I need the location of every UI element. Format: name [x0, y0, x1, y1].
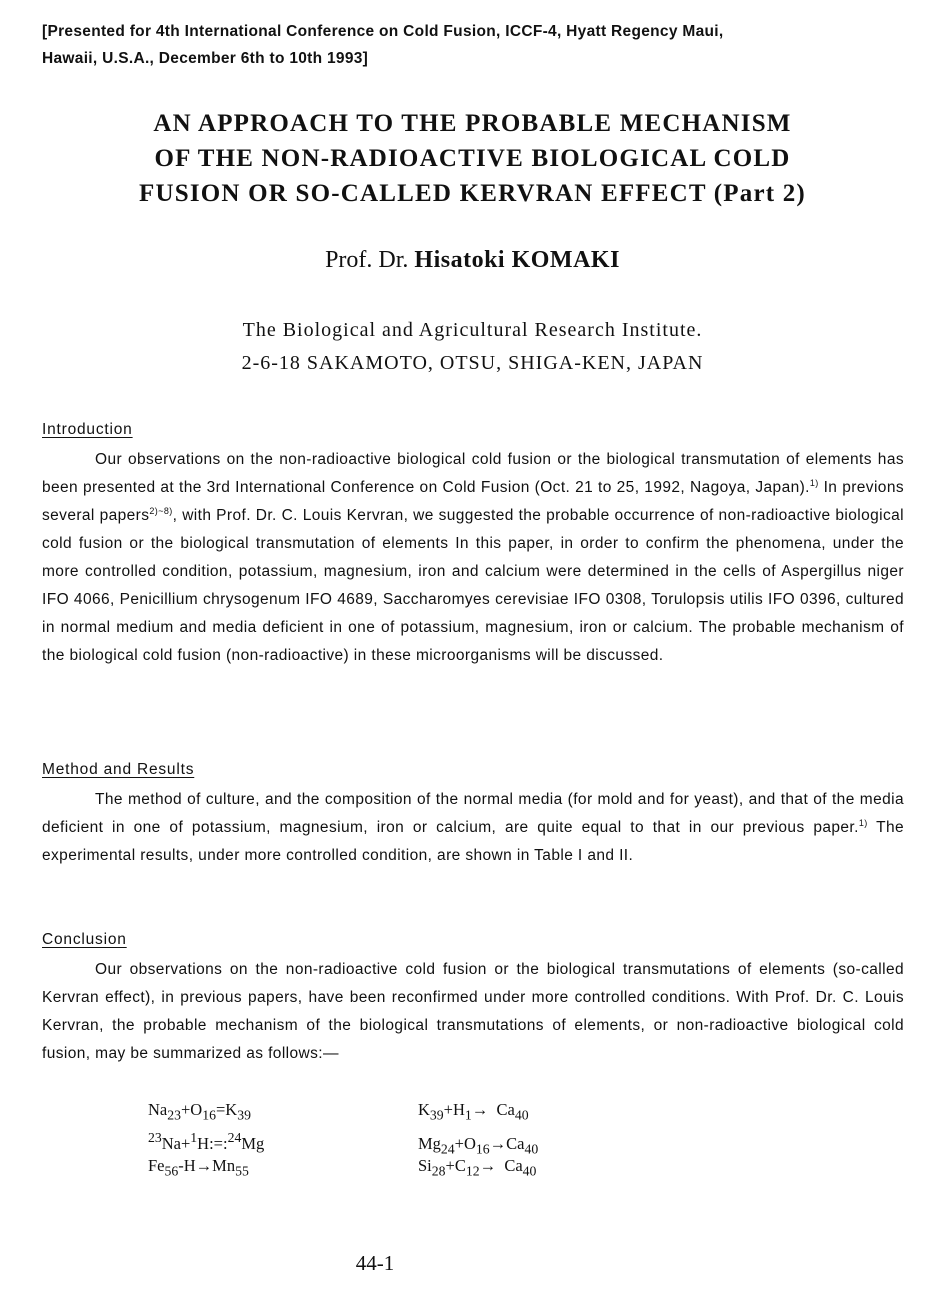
formula-fe-h-mn: $Fe_{56}-H\to Mn_{55}$	[148, 1156, 249, 1179]
formula-mg-o-ca: $Mg_{24}+O_{16}\to Ca_{40}$	[418, 1133, 539, 1156]
title-line-3: FUSION OR SO-CALLED KERVRAN EFFECT (Part 2)	[139, 180, 806, 207]
affiliation-line-2: 2-6-18 SAKAMOTO, OTSU, SHIGA-KEN, JAPAN	[241, 352, 704, 374]
formula-row-1	[148, 1096, 668, 1124]
author-prefix: Prof. Dr.	[325, 247, 409, 273]
conference-note-line-1: [Presented for 4th International Conference on Cold Fusion, ICCF-4, Hyatt Regency Maui,	[42, 23, 724, 40]
title-line-2: OF THE NON-RADIOACTIVE BIOLOGICAL COLD	[154, 145, 791, 172]
method-paragraph	[42, 786, 904, 870]
conclusion-section	[42, 928, 904, 1068]
conference-note	[42, 18, 904, 72]
page-number: 44-1	[355, 1251, 395, 1275]
affiliation-line-1: The Biological and Agricultural Research Institute.	[242, 319, 703, 341]
conclusion-heading: Conclusion	[42, 931, 127, 948]
introduction-paragraph	[42, 446, 904, 670]
introduction-text-3: , with Prof. Dr. C. Louis Kervran, we suggested the probable occurrence of non-radioactive biological cold fusion or the biological transmutation of elements In this paper, in order to confirm the phenomena, under the more controlled condition, potassium, magnesium, iron and calcium were determined in the cells of Aspergillus niger IFO 4066, Penicillium chrysogenum IFO 4689, Saccharomyes cerevisiae IFO 0308, Torulopsis utilis IFO 0396, cultured in normal medium and media deficient in one of potassium, magnesium, iron or calcium. The probable mechanism of the biological cold fusion (non-radioactive) in these microorganisms will be discussed.	[42, 507, 904, 664]
formula-k-h-ca: $K_{39}+H_1\to Ca_{40}$	[418, 1100, 529, 1123]
formula-row-2	[148, 1124, 668, 1156]
reaction-formulas	[148, 1096, 668, 1180]
introduction-text-2: In previons several papers	[42, 479, 904, 524]
method-heading: Method and Results	[42, 761, 195, 778]
formula-si-c-ca: $Si_{28}+C_{12}\to Ca_{40}$	[418, 1156, 537, 1179]
method-text-1: The method of culture, and the composition of the normal media (for mold and for yeast), and that of the media deficient in one of potassium, magnesium, iron or calcium, are quite equal to that in our previous paper.	[42, 791, 904, 836]
formula-na-h-mg: $^{23}$Na+$^1$H:=:$^{24}$Mg	[148, 1130, 265, 1153]
title-line-1: AN APPROACH TO THE PROBABLE MECHANISM	[153, 110, 792, 137]
introduction-section	[42, 418, 904, 670]
citation-2-8: 2)~8)	[149, 506, 173, 516]
conclusion-paragraph: Our observations on the non-radioactive cold fusion or the biological transmutations of elements (so-called Kervran effect), in previous papers, have been reconfirmed under more controlled conditions. With Prof. Dr. C. Louis Kervran, the probable mechanism of the biological transmutations of elements, or non-radioactive biological cold fusion, may be summarized as follows:—	[42, 961, 904, 1062]
method-section	[42, 758, 904, 870]
method-text-2: The experimental results, under more controlled condition, are shown in Table I and II.	[42, 819, 904, 864]
author-line	[40, 244, 905, 276]
affiliation	[40, 314, 905, 380]
introduction-text-1: Our observations on the non-radioactive biological cold fusion or the biological transmutation of elements has been presented at the 3rd International Conference on Cold Fusion (Oct. 21 to 25, 1992, Nagoya, Japan).	[42, 451, 904, 496]
formula-row-3	[148, 1152, 668, 1180]
citation-1: 1)	[809, 478, 819, 488]
conference-note-line-2: Hawaii, U.S.A., December 6th to 10th 1993]	[42, 50, 369, 67]
method-citation-1: 1)	[858, 818, 868, 828]
introduction-heading: Introduction	[42, 421, 133, 438]
author-name: Hisatoki KOMAKI	[414, 247, 620, 273]
formula-na-o-k: $Na_{23}+O_{16}=K_{39}$	[148, 1100, 251, 1123]
paper-title	[40, 106, 905, 211]
